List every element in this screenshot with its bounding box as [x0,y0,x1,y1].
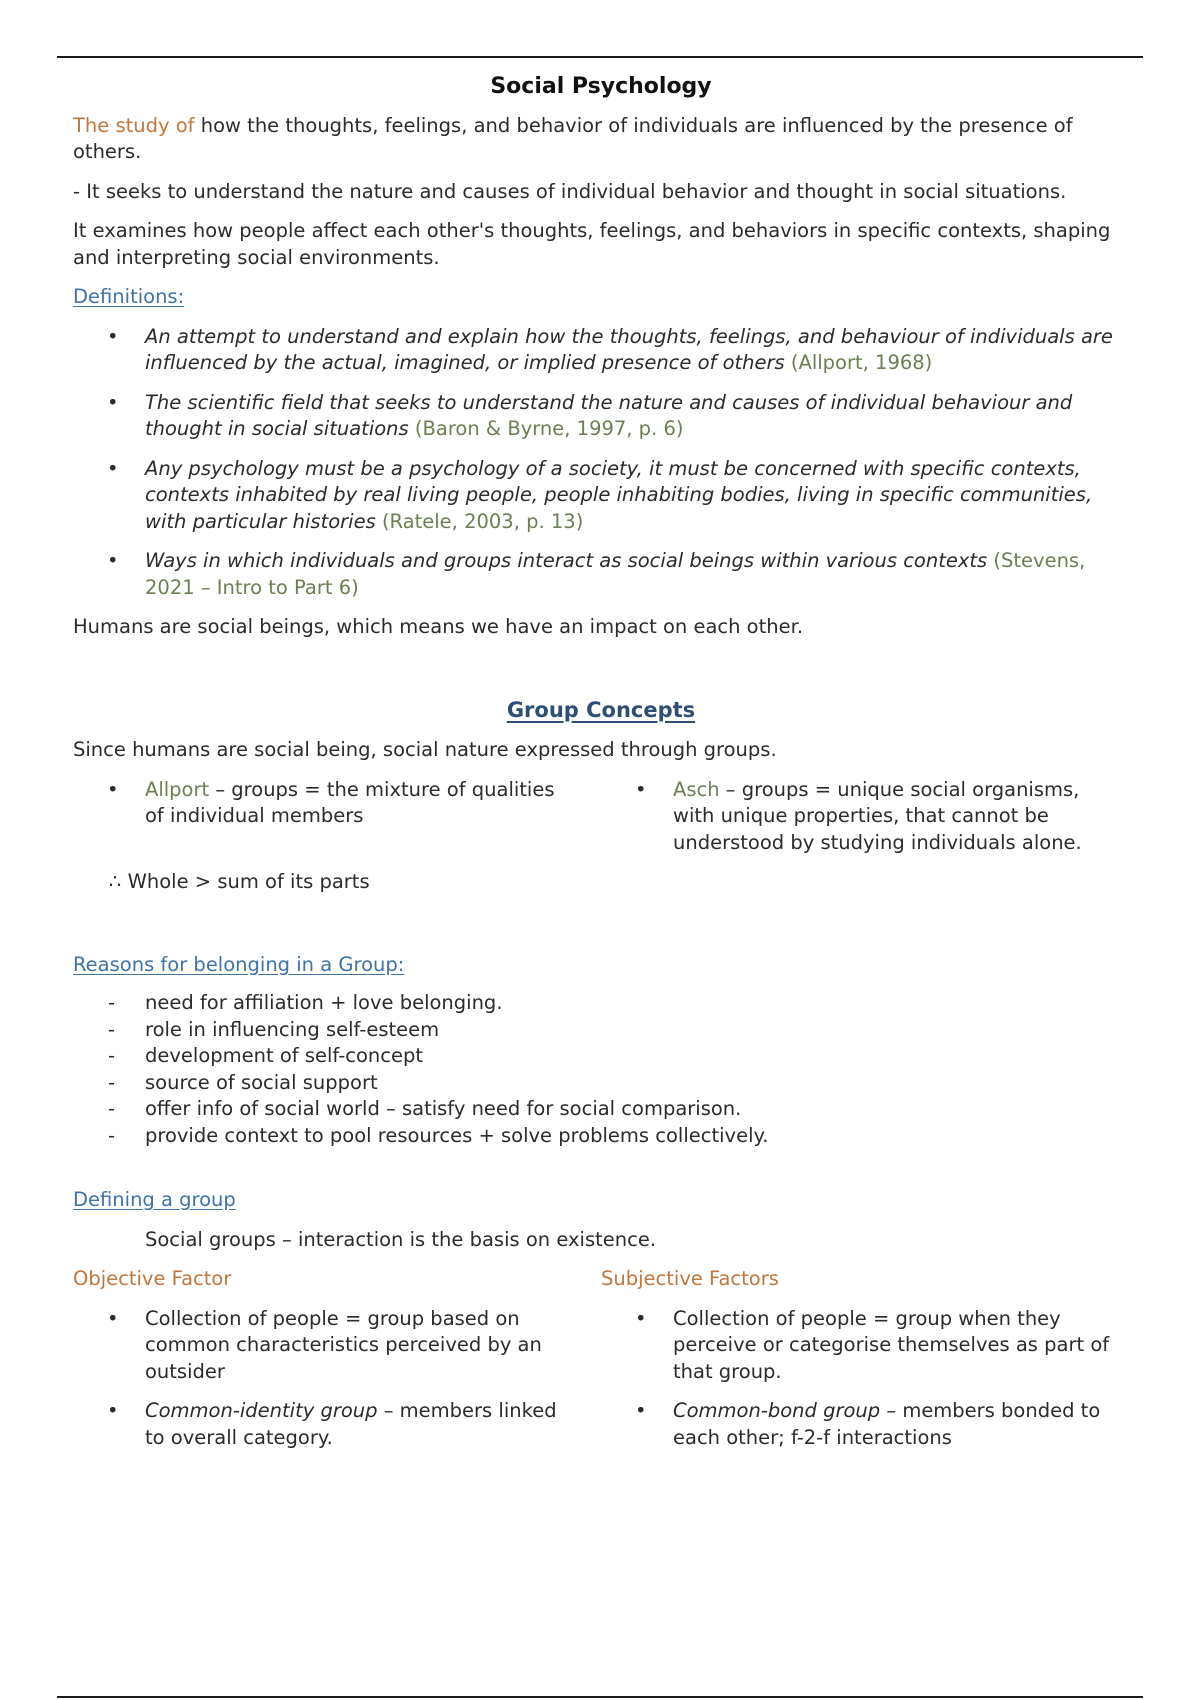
asch-text: – groups = unique social organisms, with unique properties, that cannot be understood by studying individuals alone. [673,777,1082,854]
objective-item [73,1306,601,1386]
bullet: • [107,549,119,572]
asch-column [601,777,1095,870]
dash: - [108,1123,116,1147]
definition-citation: (Baron & Byrne, 1997, p. 6) [408,417,684,440]
dash: - [108,991,116,1014]
asch-name: Asch [673,777,720,801]
bullet: • [107,324,119,348]
reason-item [73,1043,1129,1070]
bullet: • [107,456,119,480]
group-concepts-heading: Group Concepts [506,697,696,722]
group-concepts-conclusion: ∴ Whole > sum of its parts [109,870,370,893]
objective-list [73,1306,601,1452]
common-identity-text: – members linked to overall category. [145,1399,557,1449]
reason-text: need for affiliation + love belonging. [145,991,503,1014]
dash: - [108,1044,116,1067]
group-concepts-intro: Since humans are social being, social nature expressed through groups. [73,738,777,761]
definition-citation: (Ratele, 2003, p. 13) [375,509,584,533]
definition-text: Ways in which individuals and groups interact as social beings within various contexts [145,549,988,572]
subjective-heading: Subjective Factors [601,1267,779,1290]
examines-paragraph: It examines how people affect each other's thoughts, feelings, and behaviors in specific contexts, shaping and interpreting social environments. [73,219,1111,269]
allport-list [73,777,601,830]
allport-text: – groups = the mixture of qualities of individual members [145,777,555,827]
reason-item [73,1096,1129,1123]
subjective-item [601,1398,1129,1451]
common-bond-text: – members bonded to each other; f-2-f interactions [673,1399,1101,1449]
reason-text: development of self-concept [145,1044,423,1067]
bullet: • [107,1306,119,1330]
bullet: • [635,1399,647,1422]
dash: - [108,1097,116,1120]
intro-paragraph [73,113,1129,166]
reason-item [73,1017,1129,1044]
dash: - [108,1017,116,1041]
bullet: • [107,1399,119,1422]
group-concepts-columns [73,777,1129,870]
objective-heading: Objective Factor [73,1267,232,1290]
allport-name: Allport [145,777,210,801]
seeks-paragraph: - It seeks to understand the nature and causes of individual behavior and thought in social situations. [73,179,1067,203]
factors-columns [73,1266,1129,1464]
definition-citation: (Allport, 1968) [784,351,933,374]
top-rule [57,56,1143,58]
definitions-heading: Definitions: [73,285,185,308]
intro-rest: how the thoughts, feelings, and behavior of individuals are influenced by the presence of others. [73,113,1073,163]
asch-item [635,777,1095,857]
defining-intro: Social groups – interaction is the basis on existence. [145,1227,657,1251]
objective-column [73,1266,601,1464]
reason-text: offer info of social world – satisfy need for social comparison. [145,1097,742,1120]
reason-text: source of social support [145,1070,378,1094]
definition-item [73,324,1129,377]
asch-list [635,777,1095,857]
reason-item [73,1123,1129,1150]
bottom-rule [57,1696,1143,1698]
objective-item [73,1398,601,1451]
definition-text: An attempt to understand and explain how the thoughts, feelings, and behaviour of individuals are influenced by the actual, imagined, or implied presence of others [145,324,1113,374]
reason-item [73,1070,1129,1097]
page-title: Social Psychology [490,74,712,99]
definitions-list [73,324,1129,602]
common-bond-term: Common-bond group [673,1399,881,1422]
definition-item [73,548,1129,601]
bullet: • [107,390,119,414]
bullet: • [635,1306,647,1330]
reason-text: provide context to pool resources + solve problems collectively. [145,1123,769,1147]
reasons-heading: Reasons for belonging in a Group: [73,952,405,976]
reasons-list [73,990,1129,1149]
dash: - [108,1070,116,1094]
objective-text: Collection of people = group based on common characteristics perceived by an outsider [145,1306,542,1383]
common-identity-term: Common-identity group [145,1399,378,1422]
bullet: • [107,777,119,801]
subjective-item [601,1306,1129,1386]
reason-text: role in influencing self-esteem [145,1017,440,1041]
bullet: • [635,777,647,801]
allport-item [73,777,601,830]
definition-item [73,456,1129,536]
definition-citation: (Stevens, 2021 – Intro to Part 6) [145,549,1086,599]
subjective-column [601,1266,1129,1464]
document-page [73,70,1129,1464]
allport-column [73,777,601,870]
intro-lead: The study of [73,113,195,137]
reason-item [73,990,1129,1017]
definition-text: Any psychology must be a psychology of a society, it must be concerned with specific contexts, contexts inhabited by real living people, people inhabiting bodies, living in specific communities, with particular histories [145,456,1093,533]
subjective-list [601,1306,1129,1452]
definitions-closing: Humans are social beings, which means we have an impact on each other. [73,615,804,638]
definition-text: The scientific field that seeks to understand the nature and causes of individual behaviour and thought in social situations [145,390,1073,440]
definition-item [73,390,1129,443]
defining-heading: Defining a group [73,1188,236,1211]
subjective-text: Collection of people = group when they perceive or categorise themselves as part of that group. [673,1306,1110,1383]
